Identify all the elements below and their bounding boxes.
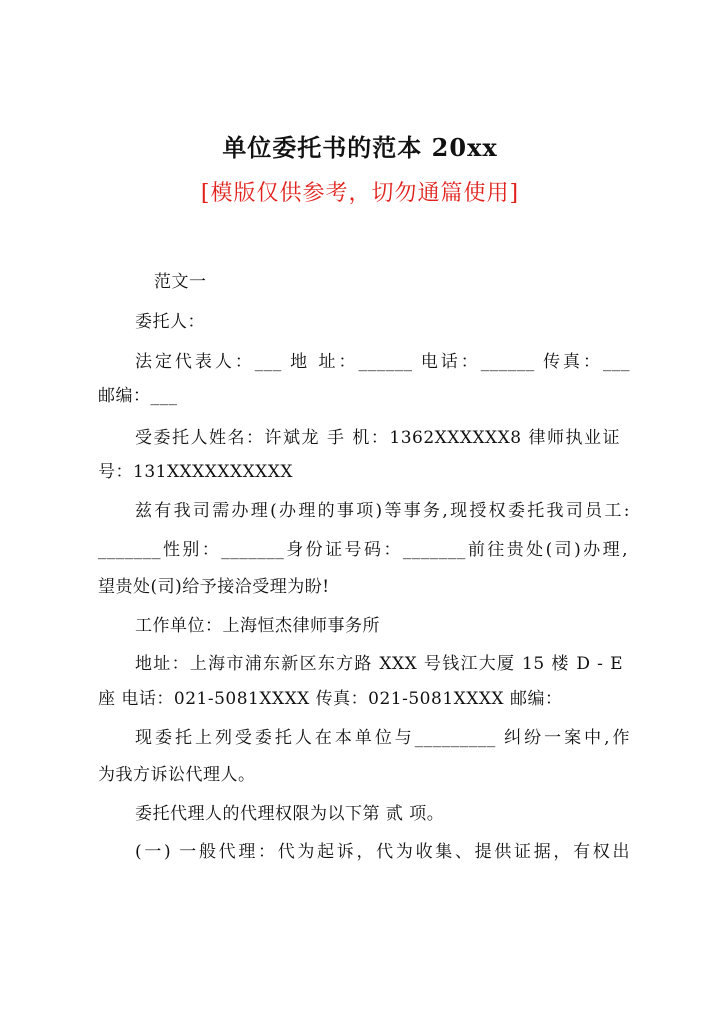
- text-line: 号：131XXXXXXXXXX: [98, 462, 293, 482]
- text-line: 法定代表人：___ 地 址：______ 电话：______ 传真：___: [135, 352, 630, 372]
- text-line: 工作单位：上海恒杰律师事务所: [135, 616, 380, 636]
- text-line: _______性别：_______身份证号码：_______前往贵处(司)办理,: [98, 540, 628, 560]
- text-line: 委托人：: [135, 312, 205, 332]
- section-heading: 范文一: [154, 272, 207, 292]
- text-line: 望贵处(司)给予接洽受理为盼!: [98, 577, 330, 597]
- text-line: 座 电话：021-5081XXXX 传真：021-5081XXXX 邮编：: [98, 689, 563, 709]
- text-line: 邮编：___: [98, 386, 178, 406]
- text-line: 地址：上海市浦东新区东方路 XXX 号钱江大厦 15 楼 D - E: [135, 654, 623, 674]
- text-line: 为我方诉讼代理人。: [98, 765, 256, 785]
- text-line: 委托代理人的代理权限为以下第 贰 项。: [135, 804, 445, 824]
- document-subtitle: [模版仅供参考，切勿通篇使用]: [200, 181, 520, 206]
- text-line: (一) 一般代理：代为起诉，代为收集、提供证据，有权出: [135, 842, 630, 862]
- text-line: 受委托人姓名：许斌龙 手 机：1362XXXXXX8 律师执业证: [135, 428, 620, 448]
- text-line: 现委托上列受委托人在本单位与_________ 纠纷一案中,作: [135, 728, 630, 748]
- document-title: 单位委托书的范本 20xx: [222, 133, 498, 162]
- text-line: 兹有我司需办理(办理的事项)等事务,现授权委托我司员工:: [135, 501, 630, 521]
